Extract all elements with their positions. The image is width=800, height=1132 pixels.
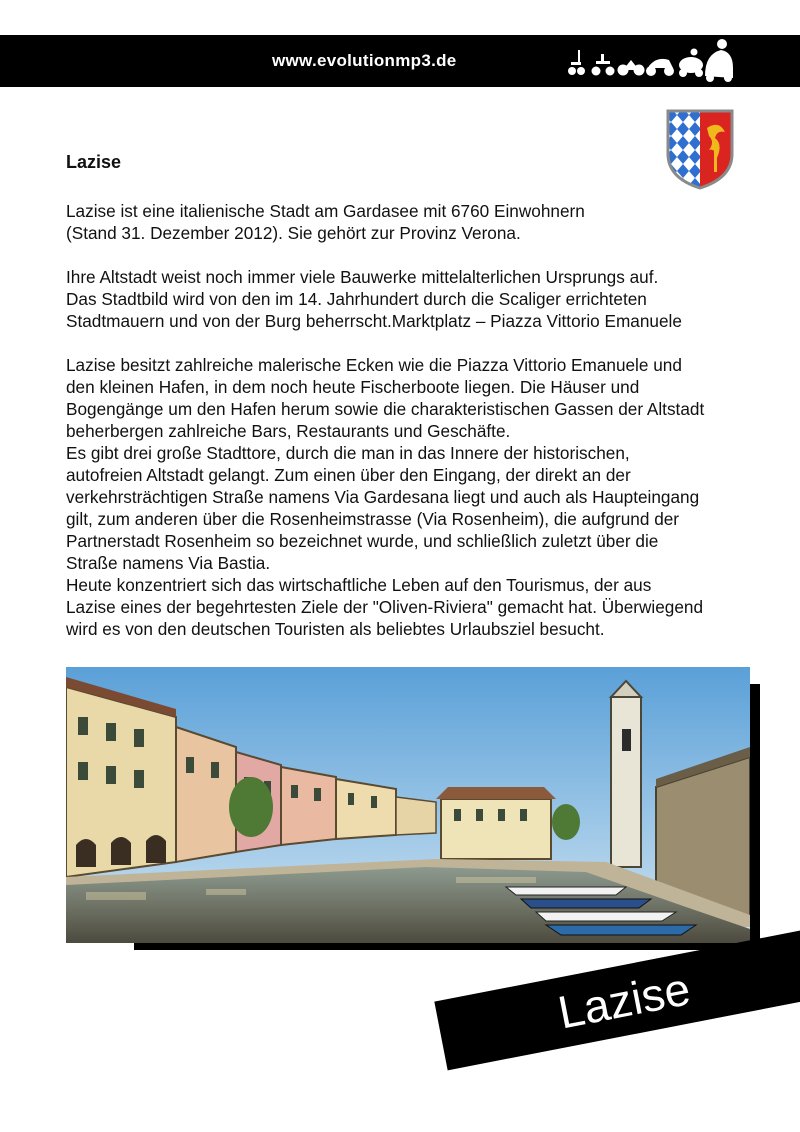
text-line: (Stand 31. Dezember 2012). Sie gehört zur Provinz Verona. <box>66 223 521 243</box>
text-line: Straße namens Via Bastia. <box>66 553 271 573</box>
paragraph-1 <box>66 200 786 244</box>
article-body <box>66 200 786 640</box>
text-line: wird es von den deutschen Touristen als beliebtes Urlaubsziel besucht. <box>66 619 605 639</box>
text-line: Lazise eines der begehrtesten Ziele der "Oliven-Riviera" gemacht hat. Überwiegend <box>66 597 704 617</box>
text-line: Bogengänge um den Hafen herum sowie die charakteristischen Gassen der Altstadt <box>66 399 705 419</box>
lazise-coat-of-arms-icon <box>665 108 735 190</box>
text-line: Ihre Altstadt weist noch immer viele Bauwerke mittelalterlichen Ursprungs auf. <box>66 267 659 287</box>
text-line: verkehrsträchtigen Straße namens Via Gardesana liegt und auch als Haupteingang <box>66 487 700 507</box>
top-banner-bar <box>0 35 800 87</box>
harbour-illustration <box>66 667 750 943</box>
text-line: beherbergen zahlreiche Bars, Restaurants und Geschäfte. <box>66 421 511 441</box>
harbour-photo <box>66 667 750 943</box>
text-line: Partnerstadt Rosenheim so bezeichnet wurde, und schließlich zuletzt über die <box>66 531 659 551</box>
text-line: Lazise besitzt zahlreiche malerische Ecken wie die Piazza Vittorio Emanuele und <box>66 355 682 375</box>
text-line: gilt, zum anderen über die Rosenheimstrasse (Via Rosenheim), die aufgrund der <box>66 509 680 529</box>
text-line: Heute konzentriert sich das wirtschaftliche Leben auf den Tourismus, der aus <box>66 575 652 595</box>
text-line: Es gibt drei große Stadttore, durch die man in das Innere der historischen, <box>66 443 630 463</box>
text-line: autofreien Altstadt gelangt. Zum einen über den Eingang, der direkt an der <box>66 465 631 485</box>
text-line: Das Stadtbild wird von den im 14. Jahrhundert durch die Scaliger errichteten <box>66 289 647 309</box>
title-banner <box>434 929 800 1070</box>
text-line: den kleinen Hafen, in dem noch heute Fischerboote liegen. Die Häuser und <box>66 377 640 397</box>
scooter-progression-icon <box>565 38 735 84</box>
page-title: Lazise <box>66 152 122 172</box>
paragraph-2 <box>66 266 786 332</box>
paragraph-3 <box>66 354 786 640</box>
site-url[interactable]: www.evolutionmp3.de <box>272 51 457 70</box>
title-banner-label: Lazise <box>434 929 800 1070</box>
text-line: Lazise ist eine italienische Stadt am Gardasee mit 6760 Einwohnern <box>66 201 585 221</box>
text-line: Stadtmauern und von der Burg beherrscht.Marktplatz – Piazza Vittorio Emanuele <box>66 311 682 331</box>
